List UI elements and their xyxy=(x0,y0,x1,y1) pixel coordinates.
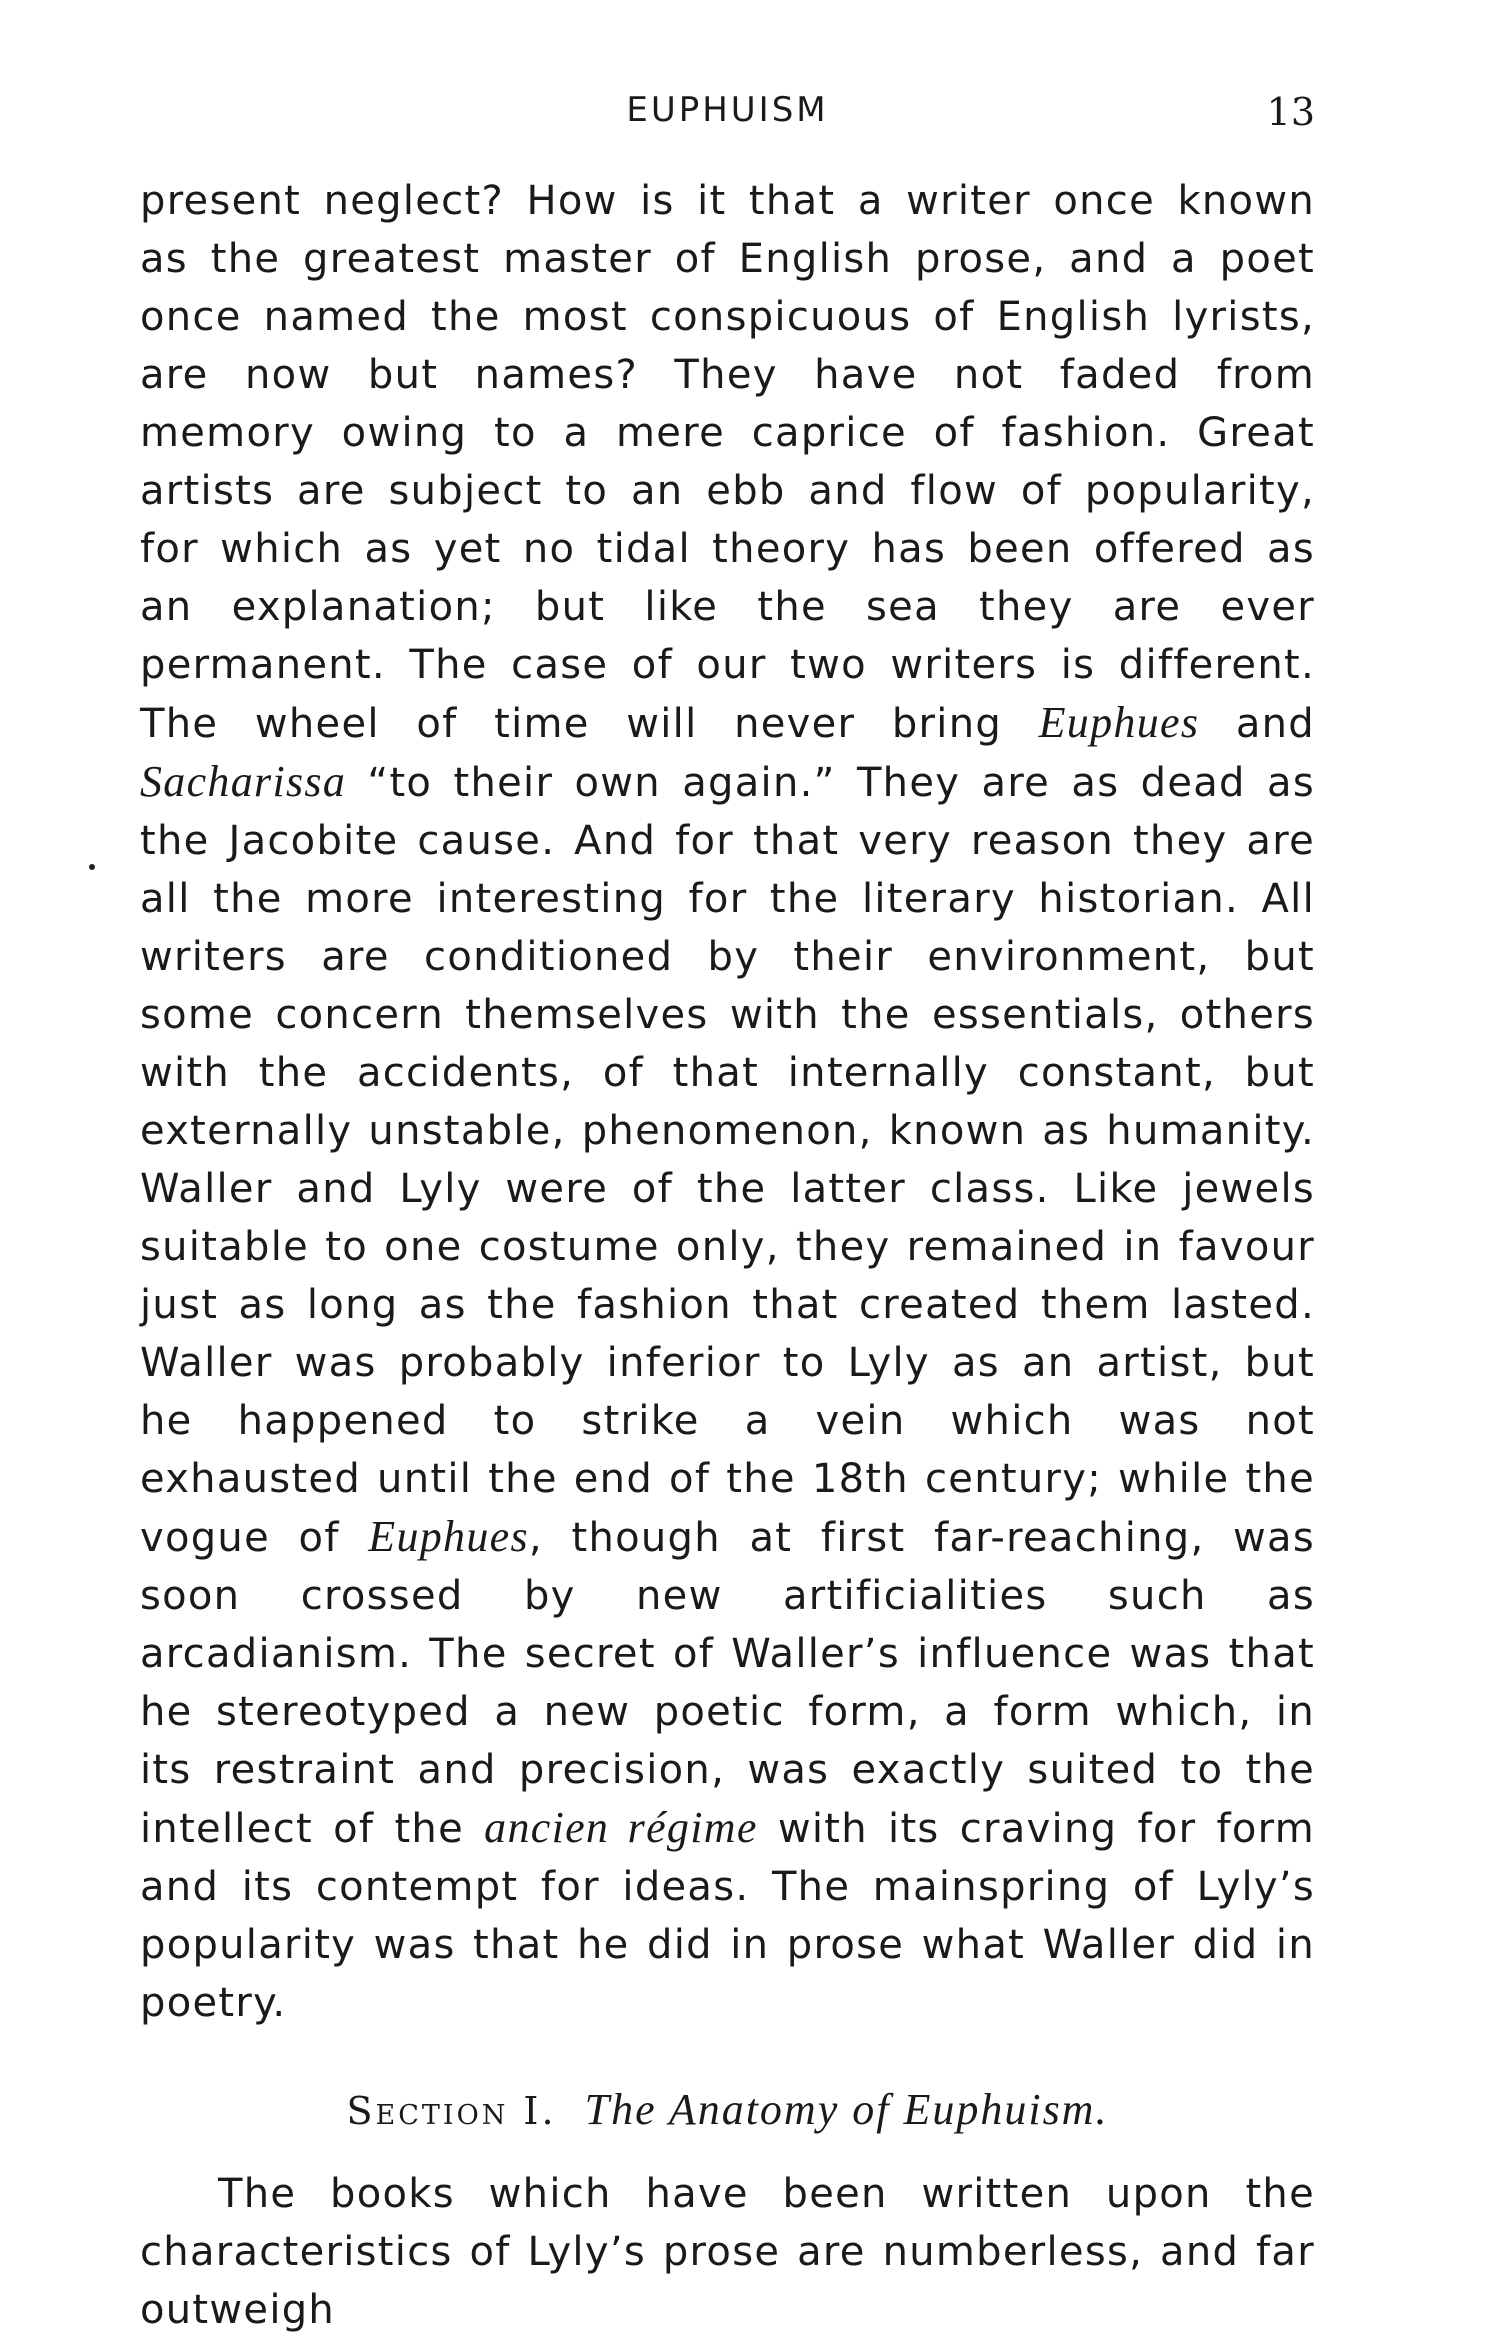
paragraph-2: The books which have been written upon the characteristics of Lyly’s prose are numberless, and far outweigh xyxy=(140,2171,1315,2333)
page-number: 13 xyxy=(1266,90,1315,134)
stray-ink-mark xyxy=(89,864,95,870)
paragraph-1-segment: “to their own again.” They are as dead as the Jacobite cause. And for that very reason they are all the more interesting for the literary historian. All writers are conditioned by their environment, but some concern themselves with the essentials, others with the accidents, of that internally constant, but externally unstable, phenomenon, known as humanity. Waller and Lyly were of the latter class. Like jewels suitable to one costume only, they remained in favour just as long as the fashion that created them lasted. Waller was probably inferior to Lyly as an artist, but he happened to strike a vein which was not exhausted until the end of the 18th century; while the vogue of xyxy=(140,760,1315,1561)
section-label: Section I. xyxy=(346,2089,557,2133)
running-title: EUPHUISM xyxy=(626,90,829,130)
paragraph-1-segment: present neglect? How is it that a writer once known as the greatest master of English prose, and a poet once named the most conspicuous of English lyrists, are now but names? They have not faded from memory owing to a mere caprice of fashion. Great artists are subject to an ebb and flow of popularity, for which as yet no tidal theory has been offered as an explanation; but like the sea they are ever permanent. The case of our two writers is different. The wheel of time will never bring xyxy=(140,178,1315,747)
italic-euphues: Euphues xyxy=(1038,698,1200,747)
body-text xyxy=(140,172,1315,2339)
paragraph-1-segment: and xyxy=(1199,701,1316,747)
paragraph-1-segment: with its craving for form and its contempt for ideas. The mainspring of Lyly’s popularity was that he did in prose what Waller did in poetry. xyxy=(140,1806,1315,2026)
paragraph-1 xyxy=(140,172,1315,2032)
italic-euphues: Euphues xyxy=(368,1512,529,1561)
italic-ancien-regime: ancien régime xyxy=(484,1803,758,1852)
paragraph-1-segment: , though at first far-reaching, was soon crossed by new artificialities such as arcadianism. The secret of Waller’s influence was that he stereotyped a new poetic form, a form which, in its restraint and precision, was exactly suited to the intellect of the xyxy=(140,1515,1315,1852)
page-header xyxy=(140,90,1315,150)
italic-sacharissa: Sacharissa xyxy=(140,757,347,806)
book-page xyxy=(140,90,1315,2339)
section-heading xyxy=(140,2084,1315,2135)
section-title: The Anatomy of Euphuism. xyxy=(584,2085,1109,2134)
